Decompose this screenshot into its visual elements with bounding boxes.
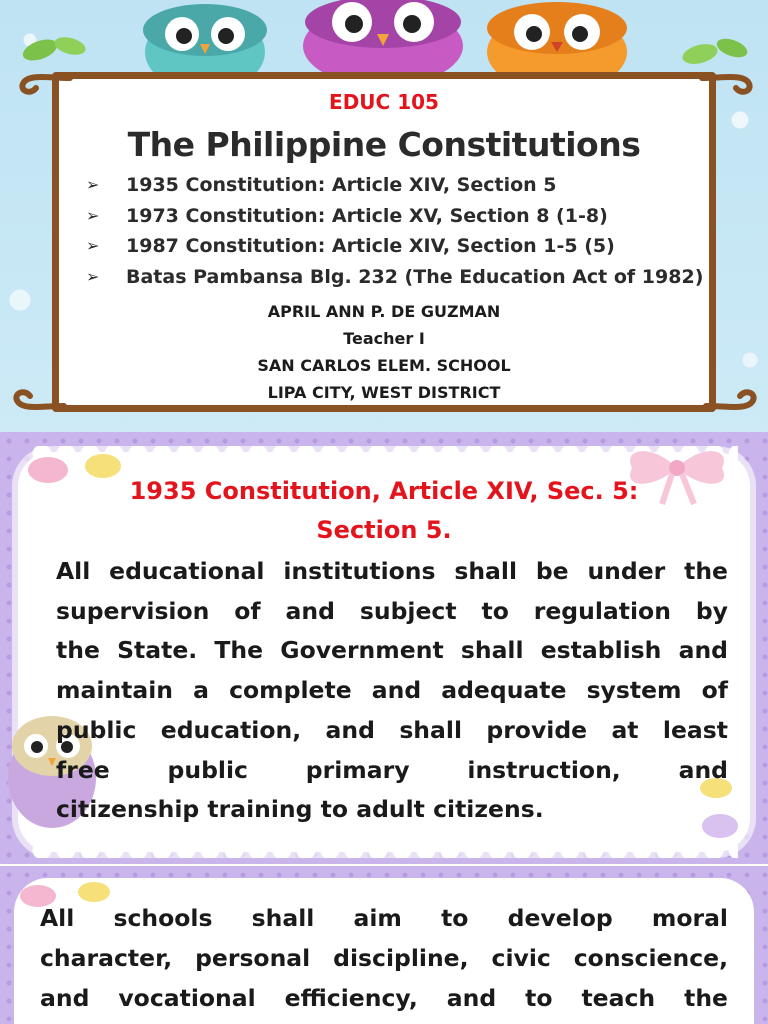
list-item bbox=[86, 170, 703, 201]
list-item bbox=[86, 201, 703, 232]
body-line: All educational institutions shall be under the bbox=[56, 557, 728, 585]
arrowhead-bullet-icon: ➢ bbox=[86, 266, 100, 286]
author-block bbox=[0, 298, 768, 406]
arrowhead-bullet-icon: ➢ bbox=[86, 236, 100, 255]
orange-owl-icon bbox=[482, 0, 632, 82]
list-item-text: 1973 Constitution: Article XV, Section 8 (1-8) bbox=[126, 204, 608, 227]
arrowhead-bullet-icon: ➢ bbox=[86, 205, 100, 225]
body-line: public education, and shall provide at least bbox=[56, 715, 728, 744]
constitution-list bbox=[86, 170, 703, 292]
section-subheading: Section 5. bbox=[316, 516, 452, 544]
list-item-text: 1987 Constitution: Article XIV, Section 1-5 (5) bbox=[126, 235, 615, 257]
author-position: Teacher I bbox=[343, 329, 425, 348]
teal-owl-icon bbox=[140, 0, 270, 82]
body-line: character, personal discipline, civic conscience, bbox=[40, 944, 728, 972]
section-body bbox=[56, 552, 728, 830]
slide-title: The Philippine Constitutions bbox=[127, 125, 641, 164]
arrowhead-bullet-icon: ➢ bbox=[86, 175, 100, 194]
body-line: free public primary instruction, and bbox=[56, 755, 728, 784]
section-heading: 1935 Constitution, Article XIV, Sec. 5: bbox=[129, 477, 639, 505]
list-item-text: Batas Pambansa Blg. 232 (The Education Act of 1982) bbox=[126, 265, 704, 288]
purple-owl-icon bbox=[298, 0, 468, 82]
author-district: LIPA CITY, WEST DISTRICT bbox=[267, 383, 501, 402]
body-line: the State. The Government shall establish and bbox=[56, 636, 728, 665]
list-item bbox=[86, 231, 703, 262]
list-item bbox=[86, 262, 703, 293]
list-item-text: 1935 Constitution: Article XIV, Section 5 bbox=[126, 174, 557, 196]
slide-2 bbox=[0, 432, 768, 864]
author-school: SAN CARLOS ELEM. SCHOOL bbox=[257, 356, 511, 375]
body-line: supervision of and subject to regulation by bbox=[56, 596, 728, 625]
slide-3 bbox=[0, 866, 768, 1024]
course-code: EDUC 105 bbox=[329, 90, 439, 114]
body-line: and vocational efficiency, and to teach the bbox=[40, 984, 728, 1012]
slide-1 bbox=[0, 0, 768, 432]
body-line: All schools shall aim to develop moral bbox=[40, 904, 728, 932]
body-line: maintain a complete and adequate system of bbox=[56, 676, 728, 705]
section-body bbox=[40, 898, 728, 1018]
author-name: APRIL ANN P. DE GUZMAN bbox=[267, 302, 501, 321]
scallop-border-bottom bbox=[30, 842, 738, 858]
body-line: citizenship training to adult citizens. bbox=[56, 795, 544, 824]
